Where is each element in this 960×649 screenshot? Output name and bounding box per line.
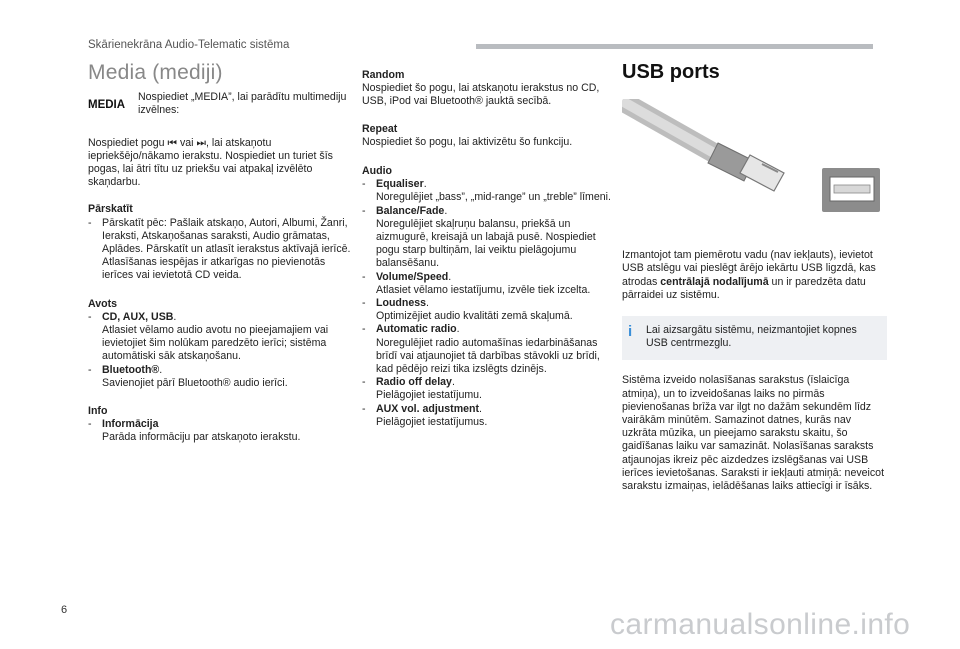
list-item: - Informācija Parāda informāciju par atskaņoto ierakstu. xyxy=(88,418,301,444)
media-title: Media (mediji) xyxy=(88,61,223,84)
avots-item1-text: Atlasiet vēlamo audio avotu no pieejamajiem vai ievietojiet šim nolūkam paredzēto ierīci; sistēma automātiski sāk atskaņošanu. xyxy=(102,324,329,363)
audio-list-item: - AUX vol. adjustment. Pielāgojiet iestatījumus. xyxy=(362,402,488,428)
info-heading: Info xyxy=(88,405,108,418)
header-title: Skārienekrāna Audio-Telematic sistēma xyxy=(88,39,290,51)
parskatit-heading: Pārskatīt xyxy=(88,203,133,216)
repeat-heading: Repeat xyxy=(362,122,398,135)
audio-heading: Audio xyxy=(362,165,393,178)
audio-list-item: - Balance/Fade. Noregulējiet skaļruņu balansu, priekšā un aizmugurē, kreisajā un labajā pusē. Nospiediet pogu starp bultiņām, lai veiktu pielāgojumu balansēšanu. xyxy=(362,204,596,270)
audio-list-item: - Volume/Speed. Atlasiet vēlamo iestatījumu, izvēle tiek izcelta. xyxy=(362,270,591,296)
random-heading: Random xyxy=(362,69,405,81)
page-number: 6 xyxy=(61,604,68,616)
right-column xyxy=(622,61,887,507)
parskatit-text: Pārskatīt pēc: Pašlaik atskaņo, Autori, Albumi, Žanri, Ieraksti, Atskaņošanas saraksti, Audio grāmatas, Aplādes. Pārskatīt un atlasīt ierakstus aktīvajā ierīcē. Atlasīšanas iespējas ir atkarīgas no pievienotās ierīces vai ievietotā CD veida. xyxy=(102,216,351,282)
avots-item2-title: Bluetooth® xyxy=(102,363,160,376)
left-column xyxy=(88,61,358,445)
audio-list-item: - Radio off delay. Pielāgojiet iestatījumu. xyxy=(362,376,482,402)
usb-para2: Sistēma izveido nolasīšanas sarakstus (īslaicīga atmiņa), un to izveidošanas laiks no pirmās pievienošanas brīža var ilgt no dažām sekundēm līdz vairākām minūtēm. Samazinot datnes, kurās nav uzkrāta mūzika, un pieejamo sarakstu skaitu, šo gaidīšanas laiku var samazināt. Nolasīšanas saraksts atjaunojas ikreiz pēc aizdedzes izslēgšanas vai USB ierīces ievietošanas. Saraksti ir iekļauti atmiņā: neveicot sarakstu izmaiņas, ielādēšanas laiks attiecīgi ir īsāks. xyxy=(622,374,885,493)
audio-list xyxy=(362,178,612,429)
usb-para1: Izmantojot tam piemērotu vadu (nav iekļauts), ievietot USB atslēgu vai pieslēgt ārējo iekārtu USB ligzdā, kas atrodas centrālajā nodalījumā un ir paredzēta datu pārraidei uz sistēmu. xyxy=(622,249,876,301)
audio-list-item: - Loudness. Optimizējiet audio kvalitāti zemā skaļumā. xyxy=(362,297,573,323)
media-row xyxy=(88,91,358,117)
usb-note xyxy=(622,316,887,360)
list-item: - Pārskatīt pēc: Pašlaik atskaņo, Autori, Albumi, Žanri, Ieraksti, Atskaņošanas saraksti, Audio grāmatas, Aplādes. Pārskatīt un atlasīt ierakstus aktīvajā ierīcē. Atlasīšanas iespējas ir atkarīgas no pievienotās ierīces vai ievietotā CD veida. xyxy=(88,217,358,283)
list-item: - CD, AUX, USB. Atlasiet vēlamo audio avotu no pieejamajiem vai ievietojiet šim nolūkam paredzēto ierīci; sistēma automātiski sāk atskaņošanu. xyxy=(88,310,329,363)
repeat-text: Nospiediet šo pogu, lai aktivizētu šo funkciju. xyxy=(362,135,573,148)
nav-text: Nospiediet pogu ⏮ vai ⏭, lai atskaņotu iepriekšējo/nākamo ierakstu. Nospiediet un turiet šīs pogas, lai ātri tītu uz priekšu vai atpakaļ izvēlēto skaņdarbu. xyxy=(88,136,333,189)
usb-port-illustration xyxy=(622,99,882,219)
list-item: - Bluetooth®. Savienojiet pārī Bluetooth® audio ierīci. xyxy=(88,363,288,389)
usb-note-text: Lai aizsargātu sistēmu, neizmantojiet kopnes USB centrmezglu. xyxy=(646,324,857,350)
info-item-text: Parāda informāciju par atskaņoto ierakstu. xyxy=(102,431,301,444)
usb-cable-icon xyxy=(622,99,882,219)
header-bar xyxy=(476,44,873,49)
watermark: carmanualsonline.info xyxy=(610,608,911,641)
media-text: Nospiediet „MEDIA”, lai parādītu multimediju izvēlnes: xyxy=(138,91,347,117)
avots-item1-title: CD, AUX, USB xyxy=(102,310,174,323)
audio-list-item: - Equaliser. Noregulējiet „bass”, „mid-range” un „treble” līmeni. xyxy=(362,178,611,204)
info-item-title: Informācija xyxy=(102,418,159,431)
middle-column xyxy=(362,69,612,429)
avots-heading: Avots xyxy=(88,297,118,310)
usb-title: USB ports xyxy=(622,61,720,83)
info-icon: i xyxy=(628,323,633,341)
media-button-label: MEDIA xyxy=(88,99,126,112)
avots-item2-text: Savienojiet pārī Bluetooth® audio ierīci. xyxy=(102,376,288,389)
random-text: Nospiediet šo pogu, lai atskaņotu ierakstus no CD, USB, iPod vai Bluetooth® jauktā secībā. xyxy=(362,82,600,108)
audio-list-item: - Automatic radio. Noregulējiet radio automašīnas iedarbināšanas brīdī vai atjaunojiet tā darbības stāvokli uz brīdi, kad pēdējo reizi tika izslēgts dzinējs. xyxy=(362,323,600,376)
